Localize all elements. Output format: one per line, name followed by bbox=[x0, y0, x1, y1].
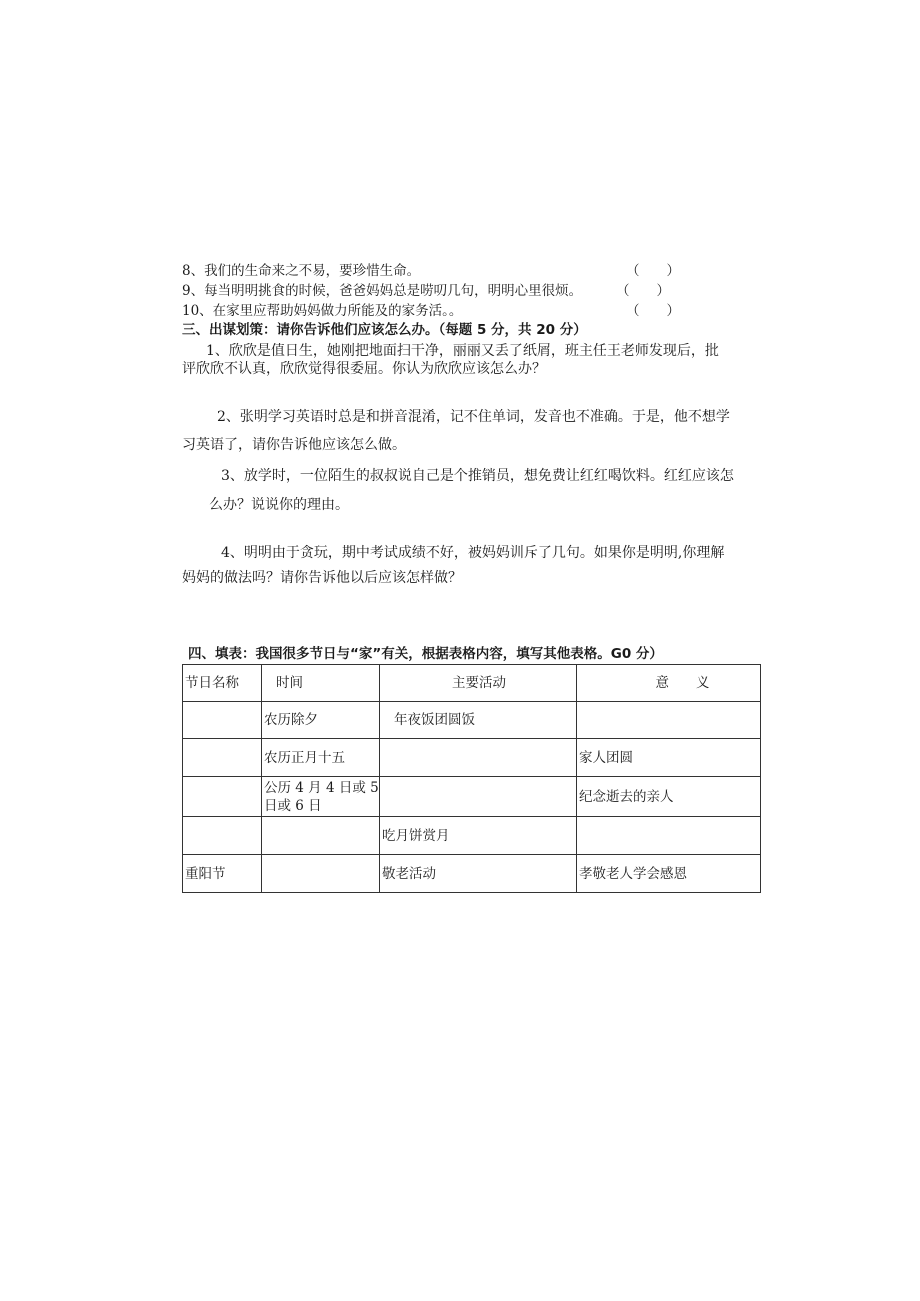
table-row bbox=[183, 702, 761, 739]
cell-name: 重阳节 bbox=[183, 855, 262, 893]
section4-title: 四、填表：我国很多节日与“家”有关，根据表格内容，填写其他表格。G0 分） bbox=[188, 646, 663, 662]
question-1-line1: 1、欣欣是值日生，她刚把地面扫干净，丽丽又丢了纸屑，班主任王老师发现后，批 bbox=[206, 343, 719, 359]
question-1-line2: 评欣欣不认真，欣欣觉得很委屈。你认为欣欣应该怎么办？ bbox=[182, 361, 546, 377]
cell-time: 农历除夕 bbox=[262, 702, 380, 739]
question-2-line2: 习英语了，请你告诉他应该怎么做。 bbox=[182, 437, 406, 453]
cell-meaning: 纪念逝去的亲人 bbox=[577, 777, 761, 817]
cell-name[interactable] bbox=[183, 777, 262, 817]
header-activity: 主要活动 bbox=[380, 665, 577, 702]
cell-name[interactable] bbox=[183, 739, 262, 777]
judgement-item-8: 8、我们的生命来之不易，要珍惜生命。 bbox=[182, 263, 421, 279]
judgement-item-10: 10、在家里应帮助妈妈做力所能及的家务活。。 bbox=[182, 303, 463, 319]
question-2-line1: 2、张明学习英语时总是和拼音混淆，记不住单词，发音也不准确。于是，他不想学 bbox=[217, 409, 730, 425]
section3-title: 三、出谋划策：请你告诉他们应该怎么办。（每题 5 分，共 20 分） bbox=[182, 322, 587, 338]
judgement-item-9: 9、每当明明挑食的时候，爸爸妈妈总是唠叨几句，明明心里很烦。 bbox=[182, 283, 583, 299]
table-header-row bbox=[183, 665, 761, 702]
cell-meaning: 家人团圆 bbox=[577, 739, 761, 777]
header-time: 时间 bbox=[262, 665, 380, 702]
cell-activity[interactable] bbox=[380, 739, 577, 777]
question-4-line2: 妈妈的做法吗？请你告诉他以后应该怎样做？ bbox=[182, 570, 462, 586]
festival-table bbox=[182, 664, 761, 893]
cell-meaning[interactable] bbox=[577, 702, 761, 739]
cell-activity: 吃月饼赏月 bbox=[380, 817, 577, 855]
cell-time: 公历 4 月 4 日或 5 日或 6 日 bbox=[262, 777, 380, 817]
table-row bbox=[183, 817, 761, 855]
cell-time[interactable] bbox=[262, 817, 380, 855]
cell-meaning[interactable] bbox=[577, 817, 761, 855]
cell-name[interactable] bbox=[183, 702, 262, 739]
cell-activity: 年夜饭团圆饭 bbox=[380, 702, 577, 739]
cell-meaning: 孝敬老人学会感恩 bbox=[577, 855, 761, 893]
question-3-line1: 3、放学时，一位陌生的叔叔说自己是个推销员，想免费让红红喝饮料。红红应该怎 bbox=[221, 468, 734, 484]
cell-time: 农历正月十五 bbox=[262, 739, 380, 777]
table-row bbox=[183, 855, 761, 893]
question-4-line1: 4、明明由于贪玩，期中考试成绩不好，被妈妈训斥了几句。如果你是明明,你理解 bbox=[221, 545, 725, 561]
cell-name[interactable] bbox=[183, 817, 262, 855]
answer-paren-10[interactable]: （ ） bbox=[626, 303, 680, 319]
header-festival-name: 节日名称 bbox=[183, 665, 262, 702]
table-row bbox=[183, 777, 761, 817]
cell-time[interactable] bbox=[262, 855, 380, 893]
cell-activity[interactable] bbox=[380, 777, 577, 817]
header-meaning: 意 义 bbox=[577, 665, 761, 702]
answer-paren-8[interactable]: （ ） bbox=[626, 263, 680, 279]
answer-paren-9[interactable]: （ ） bbox=[616, 283, 670, 299]
table-row bbox=[183, 739, 761, 777]
question-3-line2: 么办？说说你的理由。 bbox=[209, 497, 349, 513]
cell-activity: 敬老活动 bbox=[380, 855, 577, 893]
